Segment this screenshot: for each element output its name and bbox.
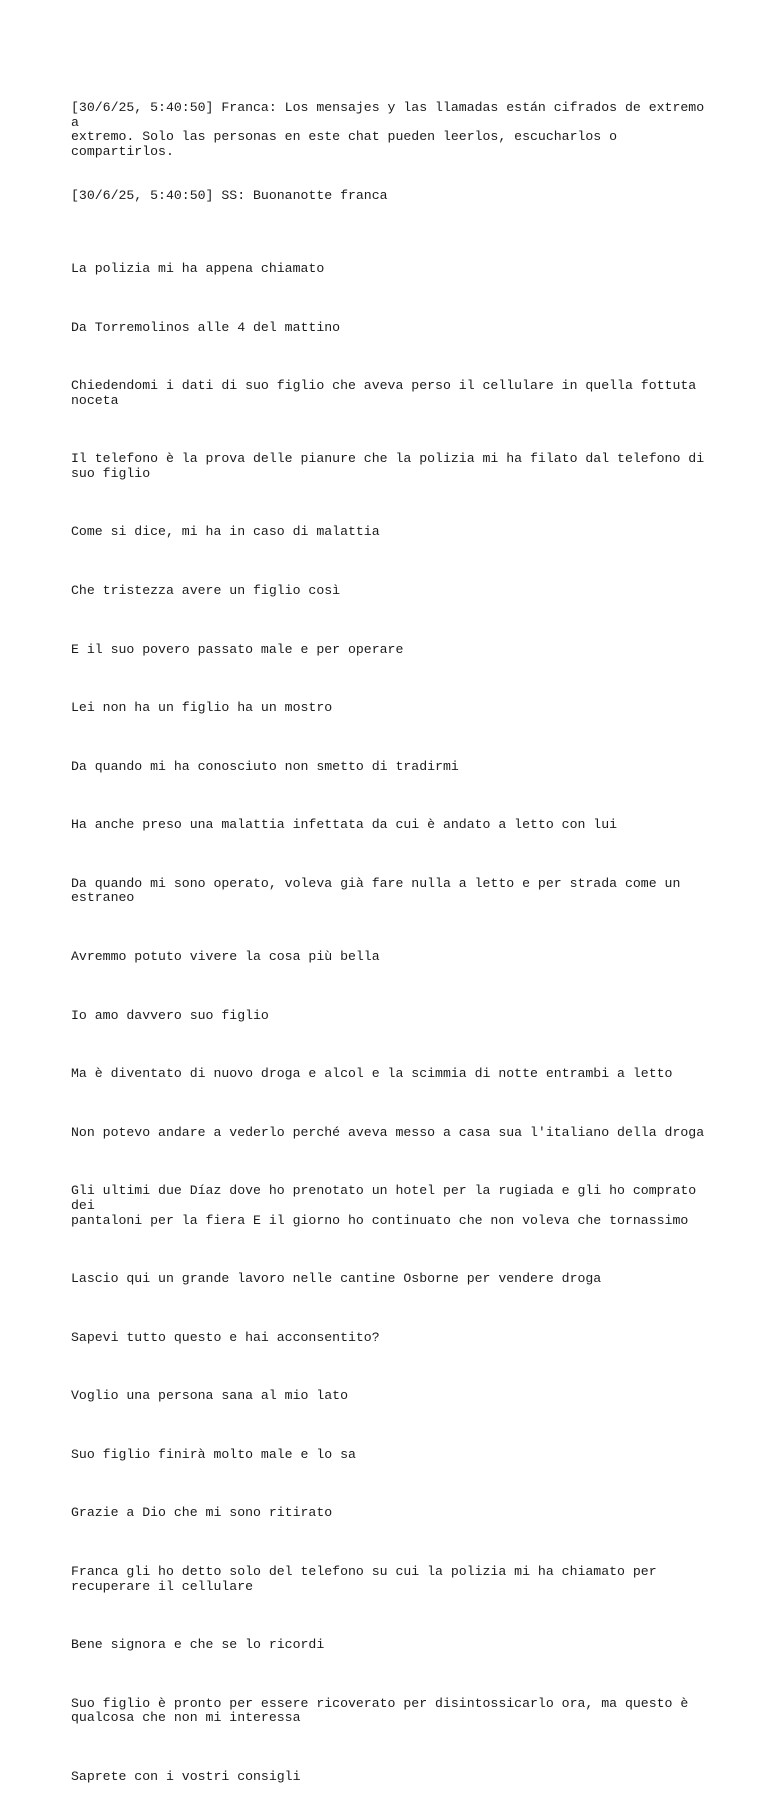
message-line: Saprete con i vostri consigli xyxy=(71,1768,301,1784)
encryption-notice-line: [30/6/25, 5:40:50] Franca: Los mensajes y las llamadas están cifrados de extremo a extremo. Solo las personas en este chat pueden leerlos, escucharlos o compartirlos. xyxy=(71,100,705,159)
message-line: Chiedendomi i dati di suo figlio che aveva perso il cellulare in quella fottuta noceta xyxy=(71,378,697,408)
message-line: Da quando mi ha conosciuto non smetto di tradirmi xyxy=(71,758,459,774)
message-line: Bene signora e che se lo ricordi xyxy=(71,1637,325,1653)
message-line: Come si dice, mi ha in caso di malattia xyxy=(71,524,380,540)
message-line: Gli ultimi due Díaz dove ho prenotato un hotel per la rugiada e gli ho comprato dei pantaloni per la fiera E il giorno ho continuato che non voleva che tornassimo xyxy=(71,1183,697,1228)
message-line: Da quando mi sono operato, voleva già fare nulla a letto e per strada come un estraneo xyxy=(71,875,681,906)
message-line: Da Torremolinos alle 4 del mattino xyxy=(71,319,341,335)
message-line: Che tristezza avere un figlio così xyxy=(71,583,341,598)
chat-transcript xyxy=(71,72,711,1799)
message-line: Io amo davvero suo figlio xyxy=(71,1007,269,1023)
message-line: Avremmo potuto vivere la cosa più bella xyxy=(71,949,380,965)
message-line: Suo figlio è pronto per essere ricoverato per disintossicarlo ora, ma questo è qualcosa che non mi interessa xyxy=(71,1695,689,1726)
message-line: La polizia mi ha appena chiamato xyxy=(71,260,325,276)
message-line: Franca gli ho detto solo del telefono su cui la polizia mi ha chiamato per recuperare il cellulare xyxy=(71,1564,657,1594)
message-line: Voglio una persona sana al mio lato xyxy=(71,1388,348,1404)
message-line: E il suo povero passato male e per operare xyxy=(71,641,404,657)
message-line: Lascio qui un grande lavoro nelle cantine Osborne per vendere droga xyxy=(71,1271,602,1287)
message-line: Sapevi tutto questo e hai acconsentito? xyxy=(71,1329,380,1345)
message-line: Lei non ha un figlio ha un mostro xyxy=(71,700,333,716)
goodnight-message-line: [30/6/25, 5:40:50] SS: Buonanotte franca xyxy=(71,187,388,203)
message-line: Il telefono è la prova delle pianure che la polizia mi ha filato dal telefono di suo figlio xyxy=(71,451,705,481)
message-line: Ha anche preso una malattia infettata da cui è andato a letto con lui xyxy=(71,817,618,833)
message-line: Grazie a Dio che mi sono ritirato xyxy=(71,1505,333,1521)
message-line: Non potevo andare a vederlo perché aveva messo a casa sua l'italiano della droga xyxy=(71,1124,705,1140)
message-line: Ma è diventato di nuovo droga e alcol e la scimmia di notte entrambi a letto xyxy=(71,1066,673,1082)
message-line: Suo figlio finirà molto male e lo sa xyxy=(71,1446,356,1462)
